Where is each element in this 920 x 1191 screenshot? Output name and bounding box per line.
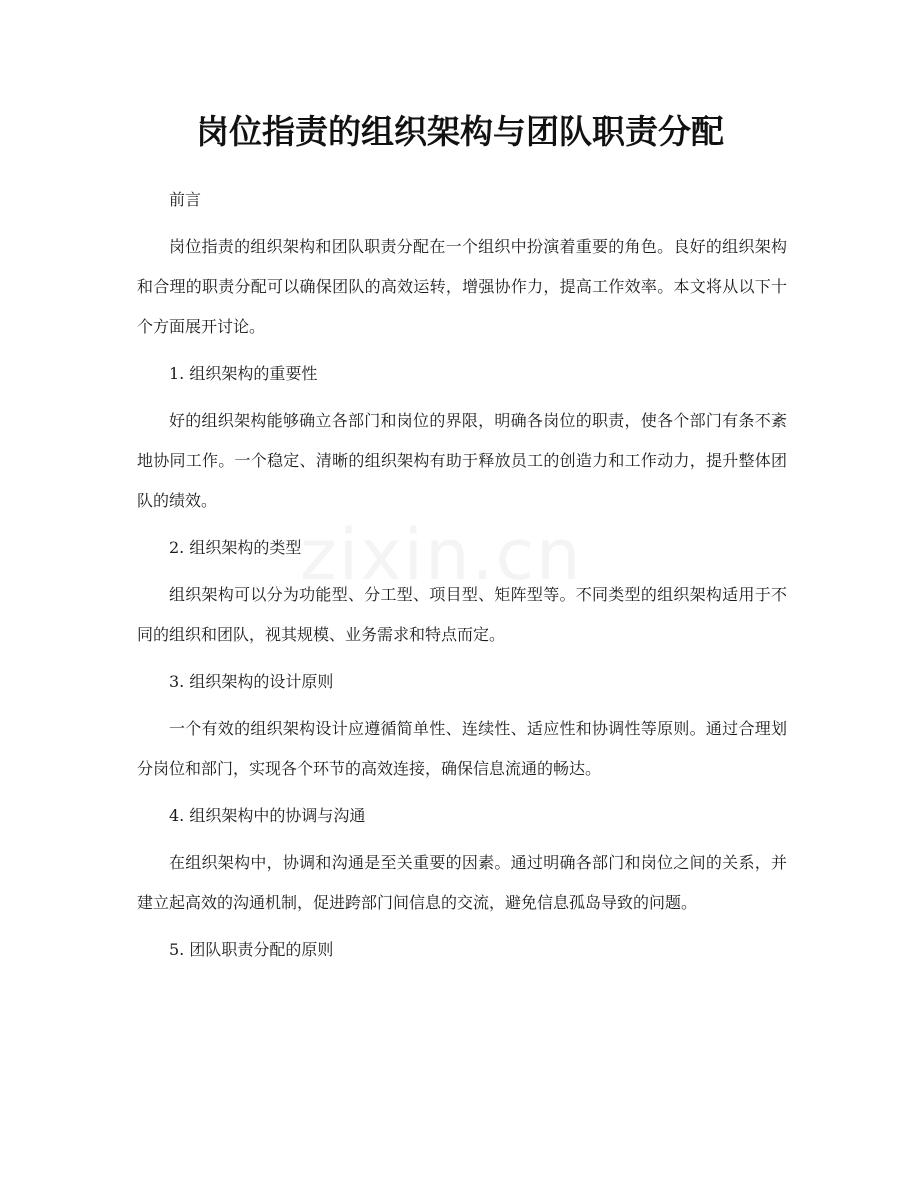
section-heading-3: 3. 组织架构的设计原则 [169, 672, 334, 691]
preface-heading: 前言 [169, 190, 202, 209]
section-paragraph-3: 一个有效的组织架构设计应遵循简单性、连续性、适应性和协调性等原则。通过合理划分岗位和部门，实现各个环节的高效连接，确保信息流通的畅达。 [137, 719, 787, 778]
section-heading-4: 4. 组织架构中的协调与沟通 [169, 806, 366, 825]
watermark: zixin.cn [300, 514, 583, 596]
preface-paragraph: 岗位指责的组织架构和团队职责分配在一个组织中扮演着重要的角色。良好的组织架构和合理的职责分配可以确保团队的高效运转，增强协作力，提高工作效率。本文将从以下十个方面展开讨论。 [137, 237, 787, 336]
section-heading-2: 2. 组织架构的类型 [169, 538, 302, 557]
section-paragraph-1: 好的组织架构能够确立各部门和岗位的界限，明确各岗位的职责，使各个部门有条不紊地协同工作。一个稳定、清晰的组织架构有助于释放员工的创造力和工作动力，提升整体团队的绩效。 [137, 411, 787, 510]
section-heading-1: 1. 组织架构的重要性 [169, 364, 318, 383]
section-heading-5: 5. 团队职责分配的原则 [169, 940, 334, 959]
document-title: 岗位指责的组织架构与团队职责分配 [196, 112, 724, 151]
section-paragraph-2: 组织架构可以分为功能型、分工型、项目型、矩阵型等。不同类型的组织架构适用于不同的组织和团队，视其规模、业务需求和特点而定。 [137, 585, 787, 644]
document-body [137, 180, 787, 970]
section-paragraph-4: 在组织架构中，协调和沟通是至关重要的因素。通过明确各部门和岗位之间的关系，并建立起高效的沟通机制，促进跨部门间信息的交流，避免信息孤岛导致的问题。 [137, 853, 787, 912]
